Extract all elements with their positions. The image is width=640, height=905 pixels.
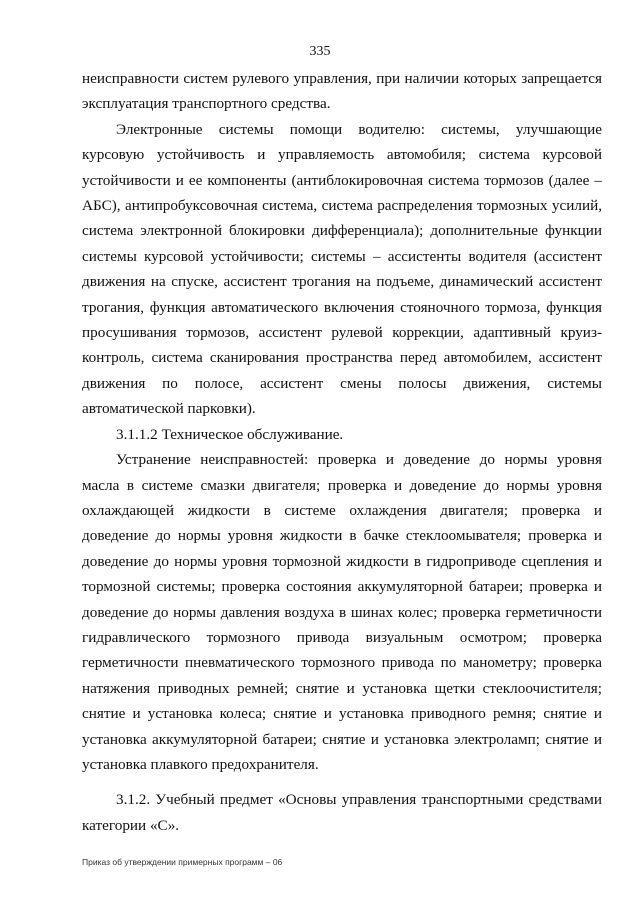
- section-heading-maintenance: 3.1.1.2 Техническое обслуживание.: [116, 425, 344, 443]
- paragraph-troubleshooting: Устранение неисправностей: проверка и доведение до нормы уровня масла в системе смазки двигателя; проверка и доведение до нормы уровня охлаждающей жидкости в системе охлаждения двигателя; проверка и доведение до нормы уровня жидкости в бачке стеклоомывателя; проверка и доведение до нормы уровня тормозной жидкости в гидроприводе сцепления и тормозной системы; проверка состояния аккумуляторной батареи; проверка и доведение до нормы давления воздуха в шинах колес; проверка герметичности гидравлического тормозного привода визуальным осмотром; проверка герметичности пневматического тормозного привода по манометру; проверка натяжения приводных ремней; снятие и установка щетки стеклоочистителя; снятие и установка колеса; снятие и установка приводного ремня; снятие и установка аккумуляторной батареи; снятие и установка электроламп; снятие и установка плавкого предохранителя.: [82, 451, 602, 773]
- section-heading-subject: 3.1.2. Учебный предмет «Основы управления транспортными средствами категории «С».: [82, 791, 602, 834]
- paragraph-continuation: неисправности систем рулевого управления, при наличии которых запрещается эксплуатация транспортного средства.: [82, 70, 602, 113]
- paragraph-electronic-systems: Электронные системы помощи водителю: системы, улучшающие курсовую устойчивость и управляемость автомобиля; система курсовой устойчивости и ее компоненты (антиблокировочная система тормозов (далее – АБС), антипробуксовочная система, система распределения тормозных усилий, система электронной блокировки дифференциала); дополнительные функции системы курсовой устойчивости; системы – ассистенты водителя (ассистент движения на спуске, ассистент трогания на подъеме, динамический ассистент трогания, функция автоматического включения стояночного тормоза, функция просушивания тормозов, ассистент рулевой коррекции, адаптивный круиз-контроль, система сканирования пространства перед автомобилем, ассистент движения по полосе, ассистент смены полосы движения, системы автоматической парковки).: [82, 120, 602, 418]
- page-footer: Приказ об утверждении примерных программ – 06: [82, 857, 283, 867]
- page-number: 335: [309, 44, 331, 59]
- document-body: [82, 66, 602, 838]
